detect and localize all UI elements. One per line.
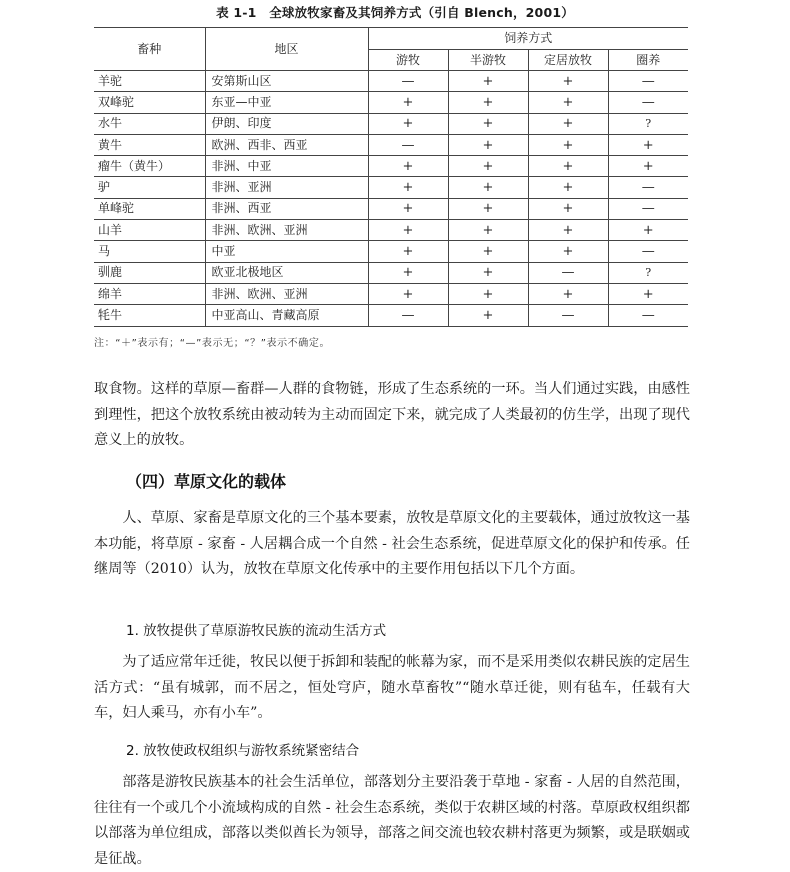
table-row	[94, 283, 688, 304]
semi-nomadic-cell: +	[448, 156, 528, 177]
penned-cell: —	[608, 71, 688, 92]
penned-cell: ?	[608, 262, 688, 283]
sedentary-cell: +	[528, 71, 608, 92]
header-feeding-method: 饲养方式	[368, 28, 688, 50]
penned-cell: —	[608, 92, 688, 113]
table-note: 注：“＋”表示有；“—”表示无；“？”表示不确定。	[94, 338, 331, 349]
sedentary-cell: +	[528, 156, 608, 177]
region-cell: 非洲、欧洲、亚洲	[205, 220, 368, 241]
penned-cell: —	[608, 241, 688, 262]
table-row	[94, 177, 688, 198]
table-row	[94, 198, 688, 219]
nomadic-cell: +	[368, 241, 448, 262]
species-cell: 牦牛	[94, 305, 205, 326]
header-penned: 圈养	[608, 50, 688, 71]
region-cell: 非洲、欧洲、亚洲	[205, 283, 368, 304]
section-heading: （四）草原文化的载体	[126, 472, 287, 491]
semi-nomadic-cell: +	[448, 92, 528, 113]
region-cell: 安第斯山区	[205, 71, 368, 92]
species-cell: 马	[94, 241, 205, 262]
penned-cell: +	[608, 156, 688, 177]
table-row	[94, 241, 688, 262]
nomadic-cell: +	[368, 92, 448, 113]
header-region: 地区	[205, 28, 368, 71]
region-cell: 非洲、亚洲	[205, 177, 368, 198]
table-row	[94, 71, 688, 92]
penned-cell: +	[608, 134, 688, 155]
table-row	[94, 262, 688, 283]
semi-nomadic-cell: +	[448, 198, 528, 219]
region-cell: 欧洲、西非、西亚	[205, 134, 368, 155]
species-cell: 羊驼	[94, 71, 205, 92]
semi-nomadic-cell: +	[448, 71, 528, 92]
region-cell: 非洲、西亚	[205, 198, 368, 219]
paragraph-mobile-lifestyle: 为了适应常年迁徙，牧民以便于拆卸和装配的帐幕为家，而不是采用类似农耕民族的定居生活方式：“虽有城郭，而不居之，恒处穹庐，随水草畜牧”“随水草迁徙，则有毡车，任载有大车，妇人乘马，亦有小车”。	[94, 654, 690, 721]
penned-cell: —	[608, 305, 688, 326]
semi-nomadic-cell: +	[448, 262, 528, 283]
semi-nomadic-cell: +	[448, 177, 528, 198]
nomadic-cell: +	[368, 113, 448, 134]
header-species: 畜种	[94, 28, 205, 71]
sedentary-cell: —	[528, 262, 608, 283]
nomadic-cell: +	[368, 220, 448, 241]
penned-cell: —	[608, 198, 688, 219]
semi-nomadic-cell: +	[448, 134, 528, 155]
region-cell: 欧亚北极地区	[205, 262, 368, 283]
nomadic-cell: +	[368, 283, 448, 304]
subheading-mobile-lifestyle: 1. 放牧提供了草原游牧民族的流动生活方式	[126, 623, 387, 639]
semi-nomadic-cell: +	[448, 113, 528, 134]
nomadic-cell: +	[368, 198, 448, 219]
penned-cell: +	[608, 283, 688, 304]
semi-nomadic-cell: +	[448, 241, 528, 262]
species-cell: 黄牛	[94, 134, 205, 155]
species-cell: 驴	[94, 177, 205, 198]
species-cell: 山羊	[94, 220, 205, 241]
header-nomadic: 游牧	[368, 50, 448, 71]
table-row	[94, 113, 688, 134]
nomadic-cell: —	[368, 305, 448, 326]
table-row	[94, 156, 688, 177]
nomadic-cell: —	[368, 134, 448, 155]
table-row	[94, 220, 688, 241]
sedentary-cell: +	[528, 134, 608, 155]
sedentary-cell: +	[528, 241, 608, 262]
table-body	[94, 71, 688, 327]
semi-nomadic-cell: +	[448, 305, 528, 326]
paragraph-cultural-carrier: 人、草原、家畜是草原文化的三个基本要素，放牧是草原文化的主要载体，通过放牧这一基本功能，将草原 - 家畜 - 人居耦合成一个自然 - 社会生态系统，促进草原文化的保护和传承。任继周等（2010）认为，放牧在草原文化传承中的主要作用包括以下几个方面。	[94, 510, 690, 577]
nomadic-cell: +	[368, 262, 448, 283]
species-cell: 单峰驼	[94, 198, 205, 219]
species-cell: 绵羊	[94, 283, 205, 304]
nomadic-cell: +	[368, 177, 448, 198]
region-cell: 非洲、中亚	[205, 156, 368, 177]
semi-nomadic-cell: +	[448, 220, 528, 241]
livestock-table	[94, 27, 688, 327]
sedentary-cell: +	[528, 283, 608, 304]
sedentary-cell: +	[528, 92, 608, 113]
sedentary-cell: —	[528, 305, 608, 326]
species-cell: 双峰驼	[94, 92, 205, 113]
table-row	[94, 134, 688, 155]
header-semi-nomadic: 半游牧	[448, 50, 528, 71]
nomadic-cell: —	[368, 71, 448, 92]
sedentary-cell: +	[528, 220, 608, 241]
penned-cell: ?	[608, 113, 688, 134]
species-cell: 瘤牛（黄牛）	[94, 156, 205, 177]
table-row	[94, 92, 688, 113]
subheading-political-organization: 2. 放牧使政权组织与游牧系统紧密结合	[126, 743, 360, 759]
paragraph-tribes: 部落是游牧民族基本的社会生活单位，部落划分主要沿袭于草地 - 家畜 - 人居的自然范围，往往有一个或几个小流域构成的自然 - 社会生态系统，类似于农耕区域的村落。草原政权组织都以部落为单位组成，部落以类似酋长为领导，部落之间交流也较农耕村落更为频繁，或是联姻或是征战。	[94, 774, 690, 867]
table-caption: 表 1-1 全球放牧家畜及其饲养方式（引自 Blench，2001）	[216, 5, 574, 20]
region-cell: 东亚—中亚	[205, 92, 368, 113]
species-cell: 驯鹿	[94, 262, 205, 283]
sedentary-cell: +	[528, 198, 608, 219]
region-cell: 中亚	[205, 241, 368, 262]
region-cell: 中亚高山、青藏高原	[205, 305, 368, 326]
header-sedentary: 定居放牧	[528, 50, 608, 71]
table-row	[94, 305, 688, 326]
penned-cell: —	[608, 177, 688, 198]
sedentary-cell: +	[528, 113, 608, 134]
paragraph-food-chain: 取食物。这样的草原—畜群—人群的食物链，形成了生态系统的一环。当人们通过实践，由感性到理性，把这个放牧系统由被动转为主动而固定下来，就完成了人类最初的仿生学，出现了现代意义上的放牧。	[94, 381, 690, 448]
semi-nomadic-cell: +	[448, 283, 528, 304]
nomadic-cell: +	[368, 156, 448, 177]
penned-cell: +	[608, 220, 688, 241]
sedentary-cell: +	[528, 177, 608, 198]
species-cell: 水牛	[94, 113, 205, 134]
region-cell: 伊朗、印度	[205, 113, 368, 134]
